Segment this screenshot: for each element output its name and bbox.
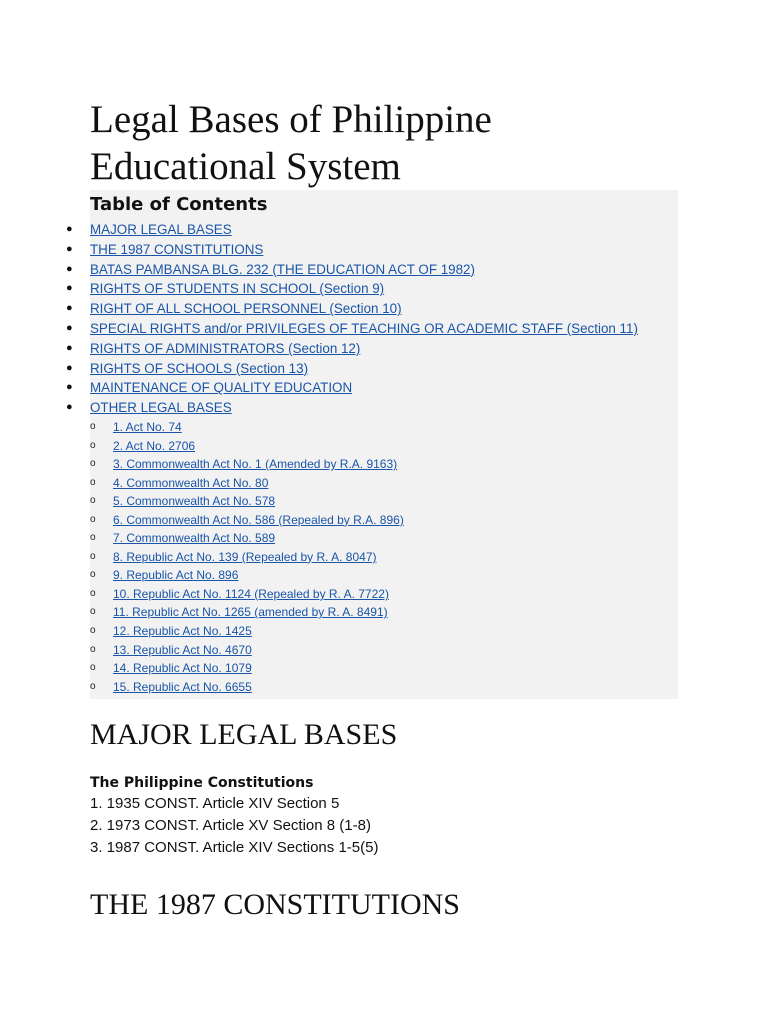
subheading-philippine-constitutions: The Philippine Constitutions <box>90 775 314 792</box>
circle-bullet-icon: o <box>90 606 96 618</box>
circle-bullet-icon: o <box>90 513 96 525</box>
toc-sub-item <box>90 678 678 697</box>
circle-bullet-icon: o <box>90 569 96 581</box>
toc-link-other-legal-bases[interactable]: OTHER LEGAL BASES <box>90 400 232 416</box>
toc-sub-link[interactable]: 7. Commonwealth Act No. 589 <box>113 531 276 546</box>
toc-sub-item <box>90 622 678 641</box>
title-line-2: Educational System <box>90 145 401 188</box>
page-title <box>90 96 690 190</box>
toc-sub-item <box>90 437 678 456</box>
bullet-icon: ● <box>66 401 73 414</box>
bullet-icon: ● <box>66 321 73 334</box>
bullet-icon: ● <box>66 302 73 315</box>
toc-item <box>66 299 678 319</box>
toc-sub-item <box>90 641 678 660</box>
toc-sub-link[interactable]: 2. Act No. 2706 <box>113 438 196 453</box>
toc-list <box>66 220 678 696</box>
section-heading-1987-constitutions: THE 1987 CONSTITUTIONS <box>90 888 460 922</box>
toc-sub-link[interactable]: 6. Commonwealth Act No. 586 (Repealed by R.A. 896) <box>113 512 404 527</box>
toc-link-school-personnel[interactable]: RIGHT OF ALL SCHOOL PERSONNEL (Section 10) <box>90 301 402 317</box>
toc-sub-item <box>90 492 678 511</box>
circle-bullet-icon: o <box>90 532 96 544</box>
toc-sub-link[interactable]: 1. Act No. 74 <box>113 419 182 434</box>
circle-bullet-icon: o <box>90 662 96 674</box>
toc-sub-link[interactable]: 13. Republic Act No. 4670 <box>113 642 252 657</box>
toc-sub-item <box>90 474 678 493</box>
toc-item <box>66 279 678 299</box>
body-line: 3. 1987 CONST. Article XIV Sections 1-5(5) <box>90 839 379 857</box>
circle-bullet-icon: o <box>90 680 96 692</box>
document-page <box>66 96 690 923</box>
toc-link-rights-of-students[interactable]: RIGHTS OF STUDENTS IN SCHOOL (Section 9) <box>90 281 385 297</box>
body-line: 1. 1935 CONST. Article XIV Section 5 <box>90 795 340 813</box>
section-heading-major-legal-bases: MAJOR LEGAL BASES <box>90 718 398 752</box>
table-of-contents <box>66 190 678 699</box>
toc-sub-link[interactable]: 4. Commonwealth Act No. 80 <box>113 475 269 490</box>
bullet-icon: ● <box>66 282 73 295</box>
circle-bullet-icon: o <box>90 643 96 655</box>
circle-bullet-icon: o <box>90 476 96 488</box>
bullet-icon: ● <box>66 242 73 255</box>
bullet-icon: ● <box>66 262 73 275</box>
toc-sub-item <box>90 566 678 585</box>
toc-sub-item <box>90 603 678 622</box>
toc-sub-link[interactable]: 10. Republic Act No. 1124 (Repealed by R. A. 7722) <box>113 586 389 601</box>
toc-sub-item <box>90 548 678 567</box>
circle-bullet-icon: o <box>90 420 96 432</box>
bullet-icon: ● <box>66 223 73 235</box>
toc-sub-link[interactable]: 3. Commonwealth Act No. 1 (Amended by R.A. 9163) <box>113 457 398 472</box>
toc-sub-item <box>90 455 678 474</box>
circle-bullet-icon: o <box>90 624 96 636</box>
toc-link-quality-education[interactable]: MAINTENANCE OF QUALITY EDUCATION <box>90 380 353 396</box>
toc-link-special-rights[interactable]: SPECIAL RIGHTS and/or PRIVILEGES OF TEACHING OR ACADEMIC STAFF (Section 11) <box>90 320 638 336</box>
toc-item <box>66 378 678 398</box>
toc-item <box>66 398 678 696</box>
toc-sub-link[interactable]: 8. Republic Act No. 139 (Repealed by R. A. 8047) <box>113 549 377 564</box>
body-line: 2. 1973 CONST. Article XV Section 8 (1-8) <box>90 817 371 835</box>
toc-sub-item <box>90 659 678 678</box>
toc-heading: Table of Contents <box>90 194 268 215</box>
toc-link-1987-constitutions[interactable]: THE 1987 CONSTITUTIONS <box>90 241 264 257</box>
toc-sub-link[interactable]: 5. Commonwealth Act No. 578 <box>113 494 276 509</box>
title-line-1: Legal Bases of Philippine <box>90 98 492 141</box>
toc-item <box>66 339 678 359</box>
toc-item <box>66 220 678 240</box>
toc-sub-item <box>90 529 678 548</box>
toc-sub-link[interactable]: 11. Republic Act No. 1265 (amended by R. A. 8491) <box>113 605 388 620</box>
toc-link-bp-232[interactable]: BATAS PAMBANSA BLG. 232 (THE EDUCATION ACT OF 1982) <box>90 261 475 277</box>
toc-item <box>66 359 678 379</box>
bullet-icon: ● <box>66 381 73 394</box>
toc-item <box>66 240 678 260</box>
circle-bullet-icon: o <box>90 587 96 599</box>
toc-sub-link[interactable]: 15. Republic Act No. 6655 <box>113 679 252 694</box>
circle-bullet-icon: o <box>90 550 96 562</box>
toc-item <box>66 319 678 339</box>
toc-sub-item <box>90 585 678 604</box>
bullet-icon: ● <box>66 361 73 374</box>
toc-sub-item <box>90 511 678 530</box>
circle-bullet-icon: o <box>90 495 96 507</box>
toc-sub-link[interactable]: 14. Republic Act No. 1079 <box>113 661 252 676</box>
bullet-icon: ● <box>66 341 73 354</box>
toc-link-rights-of-schools[interactable]: RIGHTS OF SCHOOLS (Section 13) <box>90 360 309 376</box>
circle-bullet-icon: o <box>90 458 96 470</box>
toc-item <box>66 260 678 280</box>
circle-bullet-icon: o <box>90 439 96 451</box>
toc-sub-link[interactable]: 9. Republic Act No. 896 <box>113 568 239 583</box>
toc-link-administrators[interactable]: RIGHTS OF ADMINISTRATORS (Section 12) <box>90 340 361 356</box>
toc-sub-link[interactable]: 12. Republic Act No. 1425 <box>113 623 252 638</box>
toc-sub-list <box>90 418 678 696</box>
toc-sub-item <box>90 418 678 437</box>
toc-link-major-legal-bases[interactable]: MAJOR LEGAL BASES <box>90 222 232 237</box>
